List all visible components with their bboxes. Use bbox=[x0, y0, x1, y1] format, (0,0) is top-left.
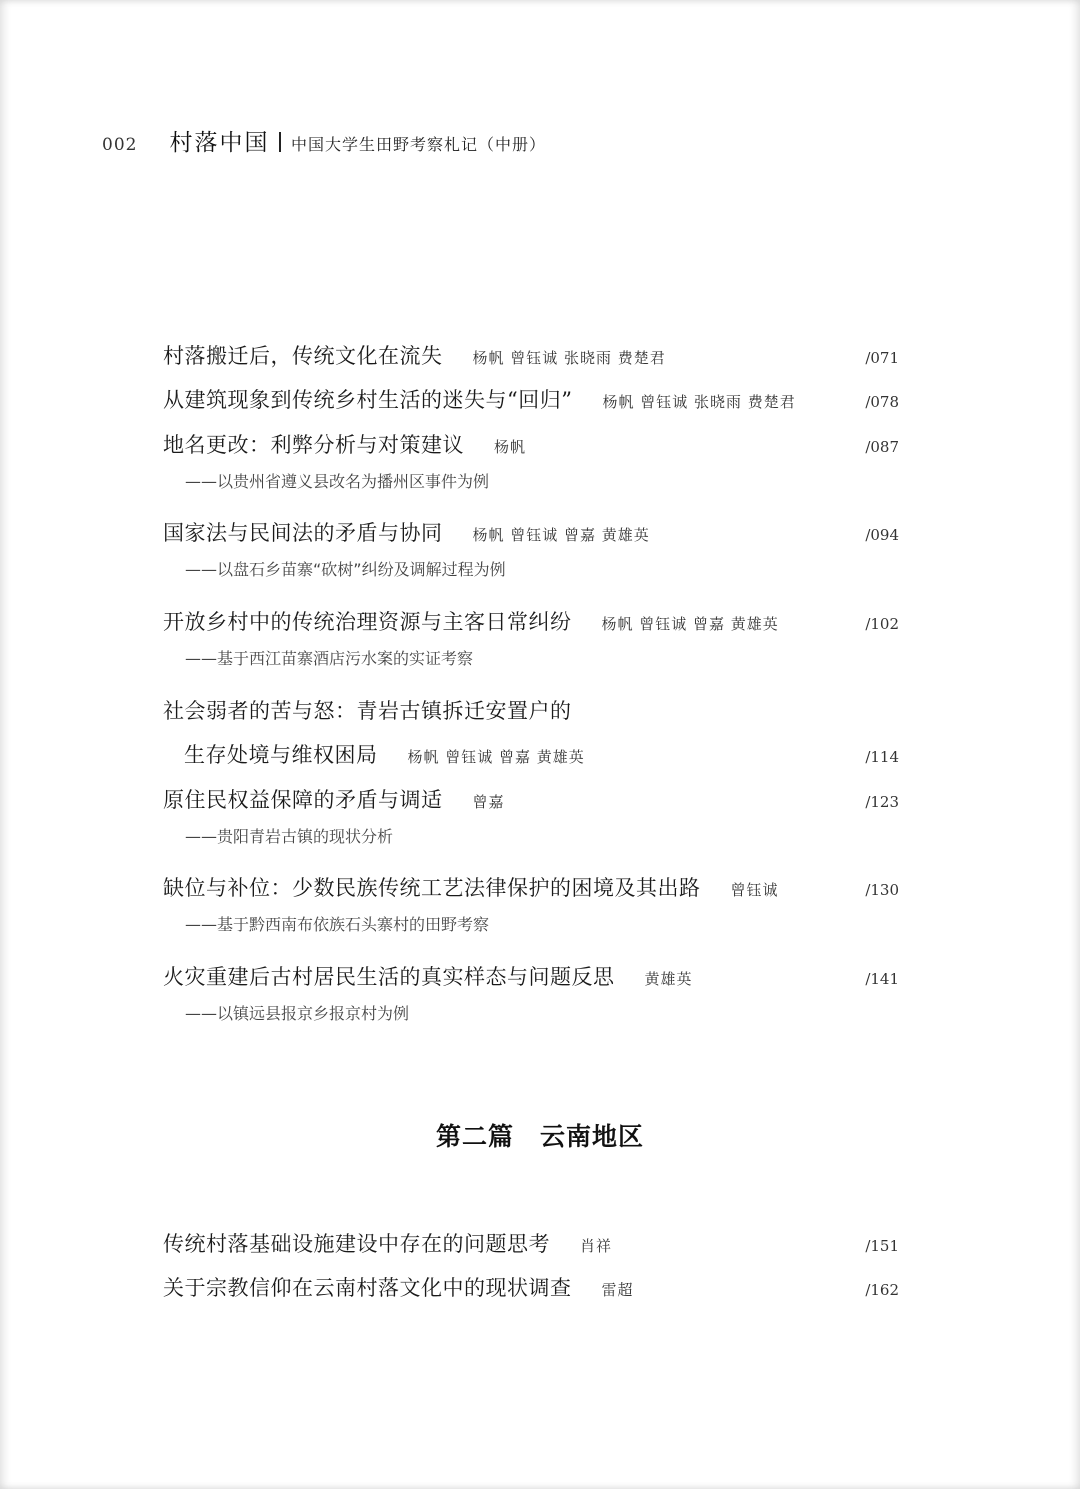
entry-title: 社会弱者的苦与怒：青岩古镇拆迁安置户的 bbox=[163, 699, 572, 723]
entry-subtitle: ——以盘石乡苗寨“砍树”纠纷及调解过程为例 bbox=[185, 560, 506, 579]
entry-authors: 雷超 bbox=[601, 1281, 634, 1299]
entry-page-number: /102 bbox=[865, 615, 899, 633]
entry-subtitle: ——贵阳青岩古镇的现状分析 bbox=[185, 827, 394, 846]
entry-page-number: /162 bbox=[865, 1281, 899, 1299]
entry-page-number: /114 bbox=[865, 748, 899, 766]
toc-entry bbox=[163, 961, 899, 1024]
section-part: 第二篇 bbox=[435, 1122, 514, 1151]
toc-entry bbox=[163, 384, 899, 414]
entry-authors: 杨帆 曾钰诚 曾嘉 黄雄英 bbox=[407, 748, 585, 766]
section-heading bbox=[0, 1117, 1080, 1153]
entry-authors: 杨帆 曾钰诚 曾嘉 黄雄英 bbox=[601, 615, 779, 633]
toc-entry bbox=[163, 1228, 899, 1258]
entry-authors: 曾嘉 bbox=[472, 793, 505, 811]
entry-page-number: /071 bbox=[865, 349, 899, 367]
toc-entry bbox=[163, 517, 899, 580]
entry-title: 火灾重建后古村居民生活的真实样态与问题反思 bbox=[163, 965, 615, 989]
entry-subtitle: ——以贵州省遵义县改名为播州区事件为例 bbox=[185, 472, 490, 491]
entry-title: 从建筑现象到传统乡村生活的迷失与“回归” bbox=[163, 388, 573, 412]
entry-subtitle: ——基于黔西南布依族石头寨村的田野考察 bbox=[185, 915, 490, 934]
entry-authors: 杨帆 bbox=[494, 438, 527, 456]
entry-authors: 肖祥 bbox=[580, 1237, 613, 1255]
page-number: 002 bbox=[102, 135, 138, 155]
entry-title: 国家法与民间法的矛盾与协同 bbox=[163, 521, 443, 545]
entry-title: 地名更改：利弊分析与对策建议 bbox=[163, 433, 464, 457]
entry-title: 开放乡村中的传统治理资源与主客日常纠纷 bbox=[163, 610, 572, 634]
toc-entry bbox=[163, 1272, 899, 1302]
entry-authors: 杨帆 曾钰诚 曾嘉 黄雄英 bbox=[472, 526, 650, 544]
toc-entry bbox=[163, 340, 899, 370]
entry-title: 缺位与补位：少数民族传统工艺法律保护的困境及其出路 bbox=[163, 876, 701, 900]
book-title: 村落中国 bbox=[169, 130, 270, 156]
entry-title: 传统村落基础设施建设中存在的问题思考 bbox=[163, 1232, 550, 1256]
entry-authors: 杨帆 曾钰诚 张晓雨 费楚君 bbox=[602, 393, 796, 411]
entry-page-number: /094 bbox=[865, 526, 899, 544]
toc-entry bbox=[163, 606, 899, 669]
entry-subtitle: ——基于西江苗寨酒店污水案的实证考察 bbox=[185, 649, 474, 668]
section-name: 云南地区 bbox=[540, 1122, 645, 1151]
entry-authors: 曾钰诚 bbox=[730, 881, 779, 899]
running-header bbox=[102, 124, 546, 157]
toc-entry bbox=[163, 872, 899, 935]
entry-subtitle: ——以镇远县报京乡报京村为例 bbox=[185, 1004, 410, 1023]
entry-page-number: /141 bbox=[865, 970, 899, 988]
entry-title: 关于宗教信仰在云南村落文化中的现状调查 bbox=[163, 1276, 572, 1300]
book-subtitle: 中国大学生田野考察札记（中册） bbox=[290, 135, 546, 154]
entry-title-continued: 生存处境与维权困局 bbox=[184, 743, 378, 767]
header-divider bbox=[279, 132, 281, 152]
entry-page-number: /087 bbox=[865, 438, 899, 456]
entry-page-number: /078 bbox=[865, 393, 899, 411]
entry-page-number: /130 bbox=[865, 881, 899, 899]
toc-entry bbox=[163, 784, 899, 847]
toc-entry bbox=[163, 695, 899, 769]
entry-title: 村落搬迁后，传统文化在流失 bbox=[163, 344, 443, 368]
entry-page-number: /151 bbox=[865, 1237, 899, 1255]
toc-entry bbox=[163, 429, 899, 492]
entry-page-number: /123 bbox=[865, 793, 899, 811]
entry-authors: 杨帆 曾钰诚 张晓雨 费楚君 bbox=[472, 349, 666, 367]
entry-title: 原住民权益保障的矛盾与调适 bbox=[163, 788, 443, 812]
entry-authors: 黄雄英 bbox=[644, 970, 693, 988]
